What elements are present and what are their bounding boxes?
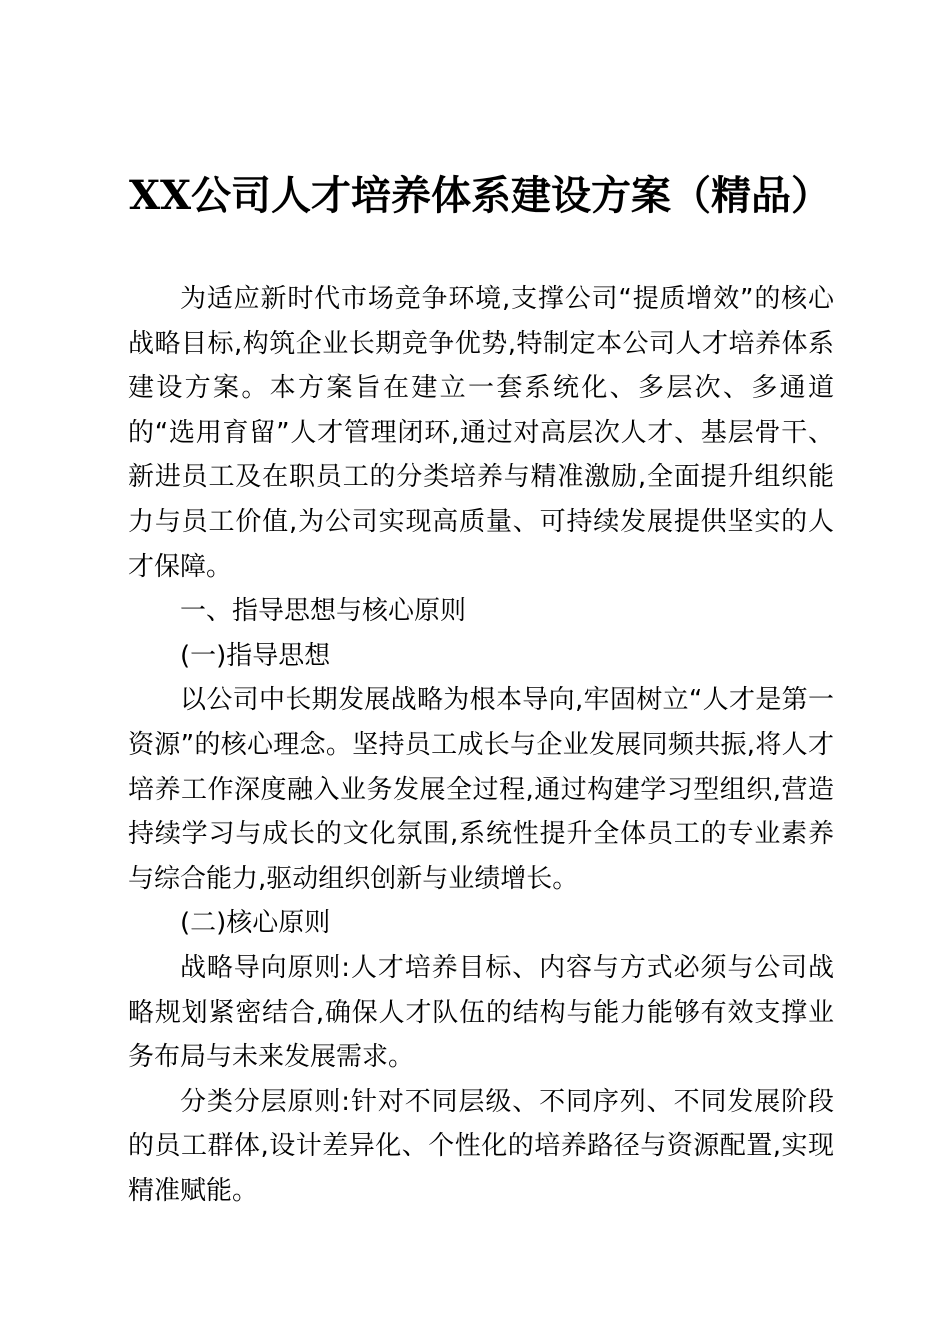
document-title: XX公司人才培养体系建设方案（精品） <box>128 172 832 219</box>
subsection-heading-guiding-ideology: (一)指导思想 <box>180 640 331 671</box>
principle-classification-layering: 分类分层原则:针对不同层级、不同序列、不同发展阶段的员工群体,设计差异化、个性化的培养路径与资源配置,实现精准赋能。 <box>128 1086 834 1206</box>
subsection-heading-core-principles: (二)核心原则 <box>180 908 331 939</box>
intro-paragraph: 为适应新时代市场竞争环境,支撑公司“提质增效”的核心战略目标,构筑企业长期竞争优势,特制定本公司人才培养体系建设方案。本方案旨在建立一套系统化、多层次、多通道的“选用育留”人才管理闭环,通过对高层次人才、基层骨干、新进员工及在职员工的分类培养与精准激励,全面提升组织能力与员工价值,为公司实现高质量、可持续发展提供坚实的人才保障。 <box>128 284 834 582</box>
guiding-ideology-paragraph: 以公司中长期发展战略为根本导向,牢固树立“人才是第一资源”的核心理念。坚持员工成长与企业发展同频共振,将人才培养工作深度融入业务发展全过程,通过构建学习型组织,营造持续学习与成长的文化氛围,系统性提升全体员工的专业素养与综合能力,驱动组织创新与业绩增长。 <box>128 685 834 894</box>
document-body <box>128 277 834 1213</box>
section-heading-1: 一、指导思想与核心原则 <box>180 596 467 627</box>
principle-strategy-oriented: 战略导向原则:人才培养目标、内容与方式必须与公司战略规划紧密结合,确保人才队伍的结构与能力能够有效支撑业务布局与未来发展需求。 <box>128 952 834 1073</box>
